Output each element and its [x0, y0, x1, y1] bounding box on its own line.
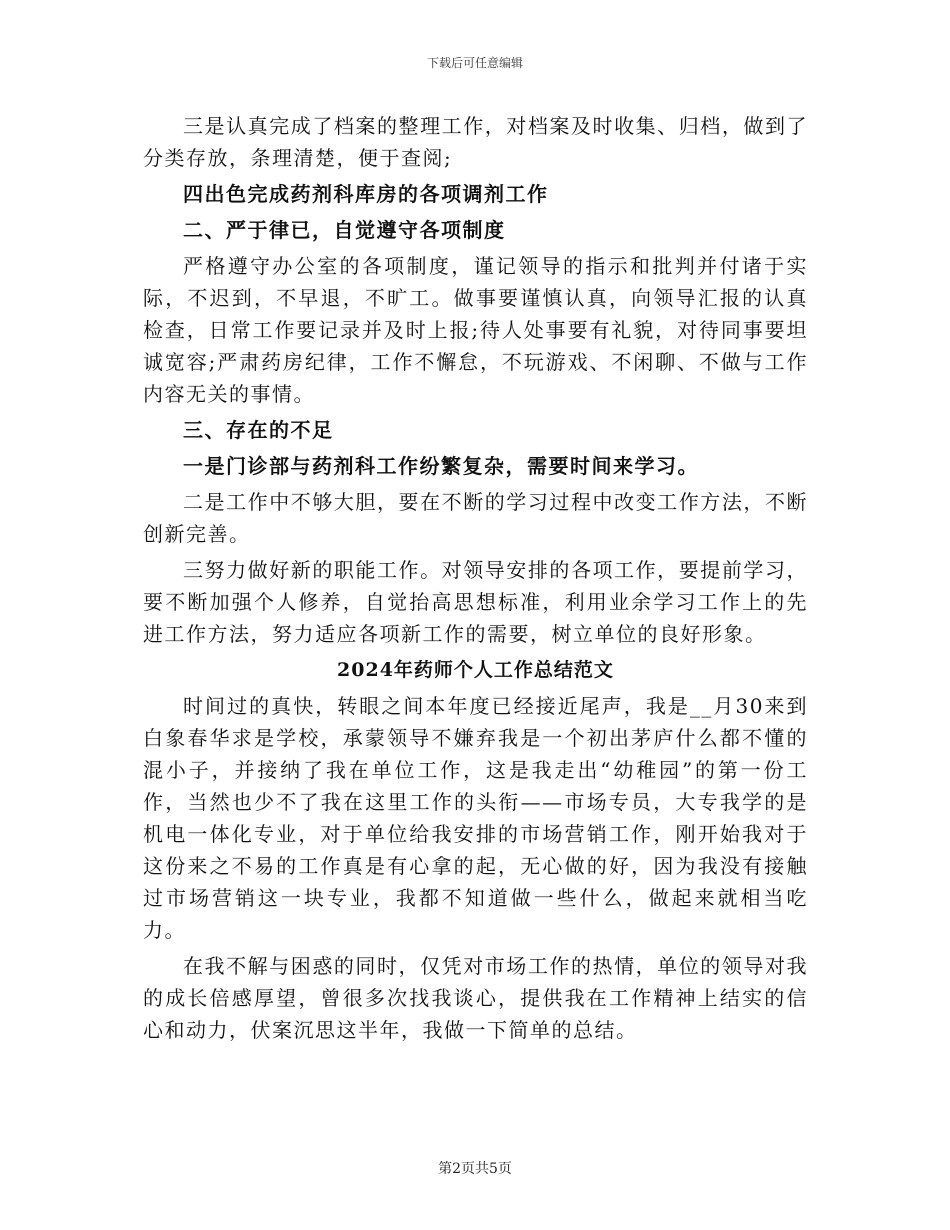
paragraph-pharmacy-dispensing: 四出色完成药剂科库房的各项调剂工作 [183, 182, 549, 206]
section-title: 2024年药师个人工作总结范文 [337, 659, 614, 681]
paragraph-archive: 三是认真完成了档案的整理工作，对档案及时收集、归档，做到了分类存放，条理清楚，便于查阅; [143, 114, 808, 170]
paragraph-intro: 时间过的真快，转眼之间本年度已经接近尾声，我是__月30来到白象春华求是学校，承蒙领导不嫌弃我是一个初出茅庐什么都不懂的混小子，并接纳了我在单位工作，这是我走出“幼稚园”的第一份工作，当然也少不了我在这里工作的头衔——市场专员，大专我学的是机电一体化专业，对于单位给我安排的市场营销工作，刚开始我对于这份来之不易的工作真是有心拿的起，无心做的好，因为我没有接触过市场营销这一块专业，我都不知道做一些什么，做起来就相当吃力。 [143, 694, 808, 942]
paragraph-rules: 严格遵守办公室的各项制度，谨记领导的指示和批判并付诸于实际，不迟到，不早退，不旷工。做事要谨慎认真，向领导汇报的认真检查，日常工作要记录并及时上报;待人处事要有礼貌，对待同事要坦诚宽容;严肃药房纪律，工作不懈怠，不玩游戏、不闲聊、不做与工作内容无关的事情。 [143, 254, 808, 406]
page-header: 下载后可任意编辑 [426, 56, 523, 70]
paragraph-shortcoming-3: 三努力做好新的职能工作。对领导安排的各项工作，要提前学习，要不断加强个人修养，自觉抬高思想标准，利用业余学习工作上的先进工作方法，努力适应各项新工作的需要，树立单位的良好形象。 [143, 558, 808, 646]
paragraph-shortcoming-2: 二是工作中不够大胆，要在不断的学习过程中改变工作方法，不断创新完善。 [143, 490, 808, 546]
page-footer: 第2页共5页 [438, 1161, 512, 1177]
heading-discipline: 二、严于律已，自觉遵守各项制度 [183, 218, 506, 242]
paragraph-reflection: 在我不解与困惑的同时，仅凭对市场工作的热情，单位的领导对我的成长倍感厚望，曾很多次找我谈心，提供我在工作精神上结实的信心和动力，伏案沉思这半年，我做一下简单的总结。 [143, 954, 808, 1042]
heading-shortcomings: 三、存在的不足 [183, 418, 334, 442]
document-body [143, 110, 808, 1050]
paragraph-shortcoming-1: 一是门诊部与药剂科工作纷繁复杂，需要时间来学习。 [183, 454, 699, 478]
